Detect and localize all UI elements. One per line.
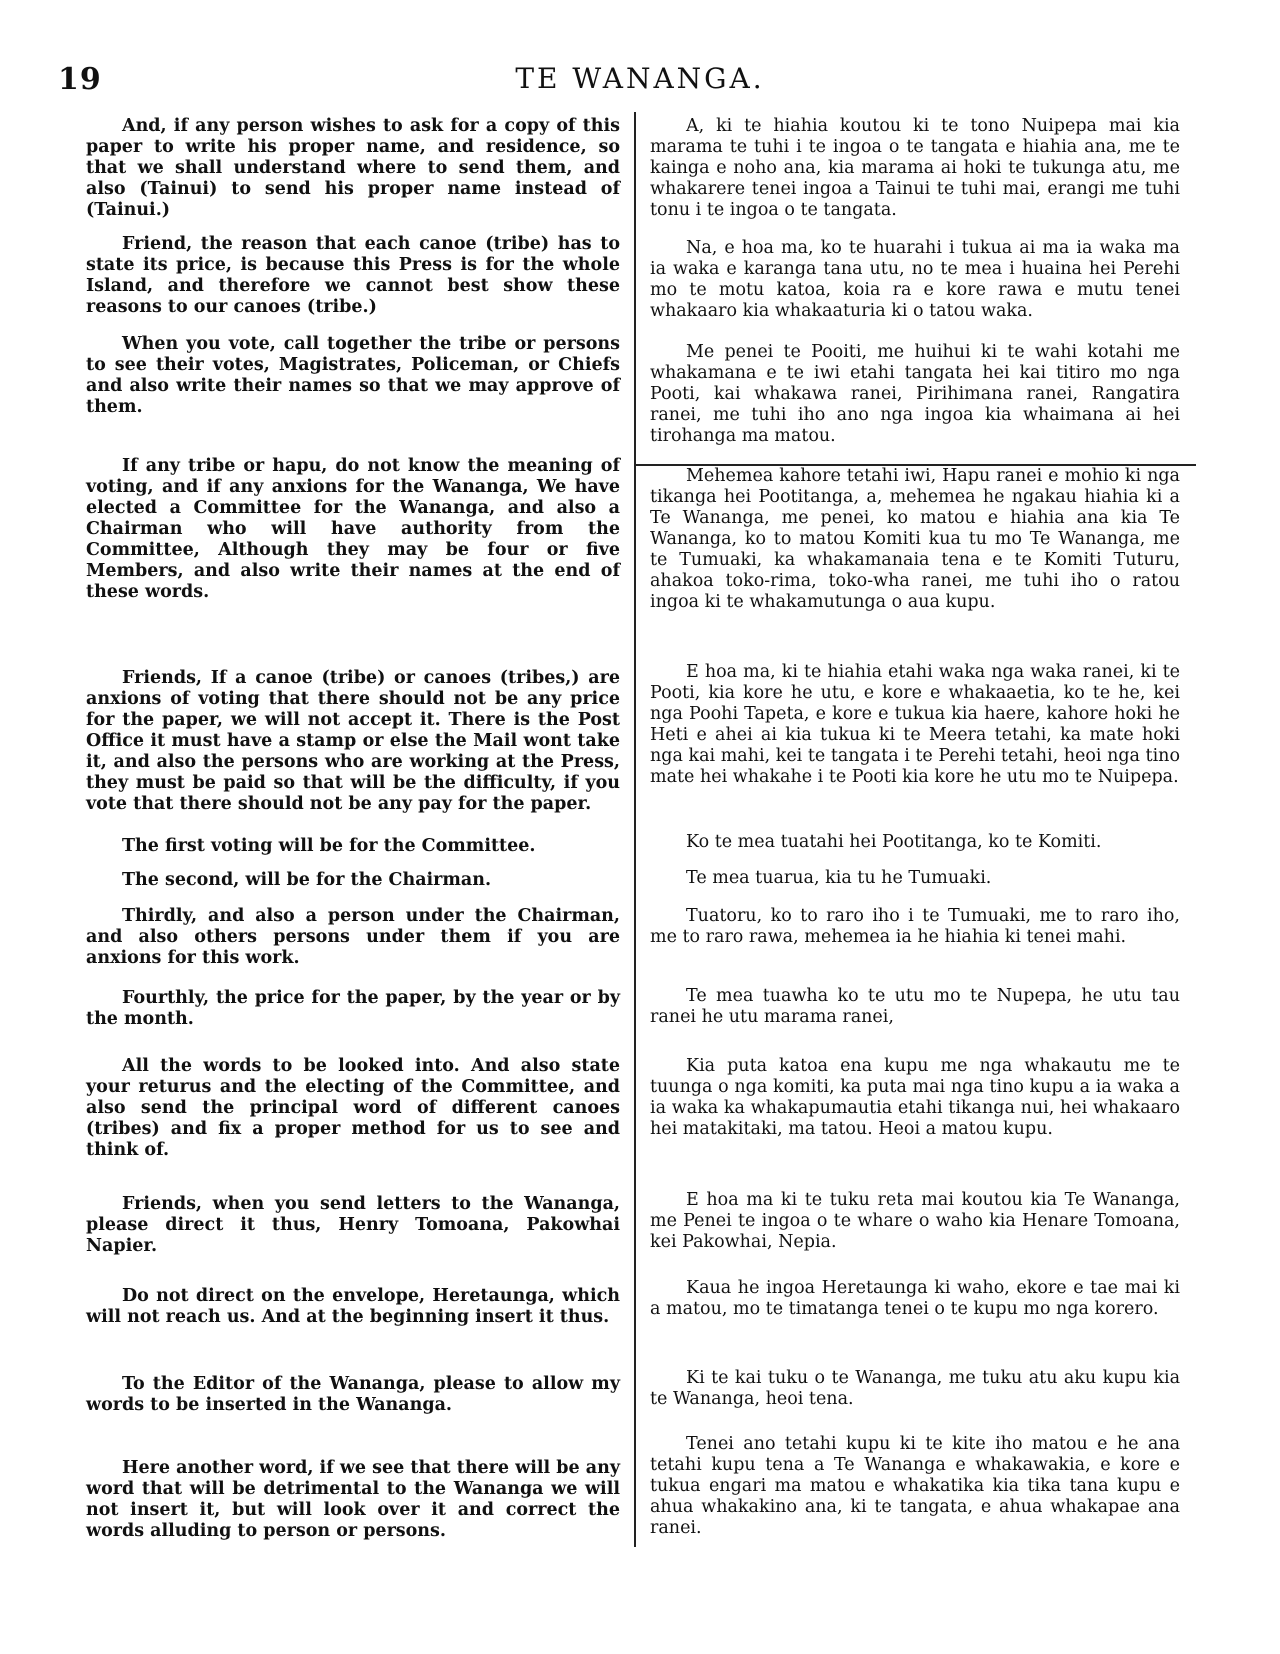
maori-paragraph: Ko te mea tuatahi hei Pootitanga, ko te Komiti. bbox=[686, 832, 1102, 852]
english-paragraph: The first voting will be for the Committee. bbox=[122, 836, 536, 856]
maori-paragraph: Te mea tuarua, kia tu he Tumuaki. bbox=[686, 868, 992, 888]
english-paragraph: Do not direct on the envelope, Heretaunga, which will not reach us. And at the beginning insert it thus. bbox=[86, 1286, 620, 1327]
maori-paragraph: Kaua he ingoa Heretaunga ki waho, ekore e tae mai ki a matou, mo te timatanga tenei o te kupu mo nga korero. bbox=[650, 1278, 1180, 1319]
maori-paragraph: E hoa ma ki te tuku reta mai koutou kia Te Wananga, me Penei te ingoa o te whare o waho kia Henare Tomoana, kei Pakowhai, Nepia. bbox=[650, 1190, 1180, 1252]
maori-paragraph: Mehemea kahore tetahi iwi, Hapu ranei e mohio ki nga tikanga hei Pootitanga, a, mehemea he ngakau hiahia ki a Te Wananga, me penei, ko matou e hiahia ana kia Te Wananga, ko to matou Komiti kua tu mo Te Wananga, me te Tumuaki, ka whakamanaia tena e te Komiti Tuturu, ahakoa toko-rima, toko-wha ranei, me tuhi iho o ratou ingoa ki te whakamutunga o aua kupu. bbox=[650, 466, 1180, 612]
english-paragraph: If any tribe or hapu, do not know the meaning of voting, and if any anxions for the Wananga, We have elected a Committee for the Wananga, and also a Chairman who will have authority from the Committee, Although they may be four or five Members, and also write their names at the end of these words. bbox=[86, 456, 620, 602]
maori-paragraph: A, ki te hiahia koutou ki te tono Nuipepa mai kia marama te tuhi i te ingoa o te tangata e hiahia ana, me te kainga e noho ana, kia marama ai hoki te tukunga atu, me whakarere tenei ingoa a Tainui te tuhi mai, erangi me tuhi tonu i te ingoa o te tangata. bbox=[650, 116, 1180, 220]
maori-paragraph: Tuatoru, ko to raro iho i te Tumuaki, me to raro iho, me to raro rawa, mehemea ia he hiahia ki tenei mahi. bbox=[650, 906, 1180, 947]
english-paragraph: And, if any person wishes to ask for a copy of this paper to write his proper name, and residence, so that we shall understand where to send them, and also (Tainui) to send his proper name instead of (Tainui.) bbox=[86, 116, 620, 220]
english-paragraph: Thirdly, and also a person under the Chairman, and also others persons under them if you are anxions for this work. bbox=[86, 906, 620, 968]
column-divider bbox=[634, 112, 636, 1547]
maori-paragraph: Te mea tuawha ko te utu mo te Nupepa, he utu tau ranei he utu marama ranei, bbox=[650, 986, 1180, 1027]
page-title: TE WANANGA. bbox=[515, 62, 765, 95]
english-paragraph: Friend, the reason that each canoe (tribe) has to state its price, is because this Press is for the whole Island, and therefore we cannot best show these reasons to our canoes (tribe.) bbox=[86, 234, 620, 317]
english-paragraph: The second, will be for the Chairman. bbox=[122, 870, 492, 890]
english-paragraph: Fourthly, the price for the paper, by the year or by the month. bbox=[86, 988, 620, 1029]
english-paragraph: Here another word, if we see that there will be any word that will be detrimental to the Wananga we will not insert it, but will look over it and correct the words alluding to person or persons. bbox=[86, 1458, 620, 1541]
english-paragraph: Friends, If a canoe (tribe) or canoes (tribes,) are anxions of voting that there should not be any price for the paper, we will not accept it. There is the Post Office it must have a stamp or else the Mail wont take it, and also the persons who are working at the Press, they must be paid so that will be the difficulty, if you vote that there should not be any pay for the paper. bbox=[86, 668, 620, 814]
maori-paragraph: Kia puta katoa ena kupu me nga whakautu me te tuunga o nga komiti, ka puta mai nga tino kupu a ia waka a ia waka ka whakapumautia etahi tikanga nui, hei whakaaro hei matakitaki, ma tatou. Heoi a matou kupu. bbox=[650, 1056, 1180, 1139]
maori-paragraph: Na, e hoa ma, ko te huarahi i tukua ai ma ia waka ma ia waka e karanga tana utu, no te mea i huaina hei Perehi mo te motu katoa, koia ra e kore rawa e mutu tenei whakaaro kia whakaaturia ki o tatou waka. bbox=[650, 238, 1180, 321]
page-number: 19 bbox=[58, 62, 102, 97]
english-paragraph: All the words to be looked into. And also state your returus and the electing of the Committee, and also send the principal word of different canoes (tribes) and fix a proper method for us to see and think of. bbox=[86, 1056, 620, 1160]
english-paragraph: When you vote, call together the tribe or persons to see their votes, Magistrates, Policeman, or Chiefs and also write their names so that we may approve of them. bbox=[86, 334, 620, 417]
english-paragraph: To the Editor of the Wananga, please to allow my words to be inserted in the Wananga. bbox=[86, 1374, 620, 1415]
english-paragraph: Friends, when you send letters to the Wananga, please direct it thus, Henry Tomoana, Pakowhai Napier. bbox=[86, 1194, 620, 1256]
maori-paragraph: Ki te kai tuku o te Wananga, me tuku atu aku kupu kia te Wananga, heoi tena. bbox=[650, 1368, 1180, 1409]
maori-paragraph: Tenei ano tetahi kupu ki te kite iho matou e he ana tetahi kupu tena a Te Wananga e whakawakia, e kore e tukua engari ma matou e whakatika kia tika tana kupu e ahua whakakino ana, ki te tangata, e ahua whakapae ana ranei. bbox=[650, 1434, 1180, 1538]
maori-paragraph: Me penei te Pooiti, me huihui ki te wahi kotahi me whakamana e te iwi etahi tangata hei kai titiro mo nga Pooti, kai whakawa ranei, Pirihimana ranei, Rangatira ranei, me tuhi iho ano nga ingoa kia whaimana ai hei tirohanga ma matou. bbox=[650, 342, 1180, 446]
maori-paragraph: E hoa ma, ki te hiahia etahi waka nga waka ranei, ki te Pooti, kia kore he utu, e kore e whakaaetia, ko te he, kei nga Poohi Tapeta, e kore e tukua kia haere, kahore hoki he Heti e ahei ai kia tukua ki te Meera tetahi, ka mate hoki nga kai mahi, kei te tangata i te Perehi tetahi, heoi nga tino mate hei whakahe i te Pooti kia kore he utu mo te Nuipepa. bbox=[650, 662, 1180, 787]
